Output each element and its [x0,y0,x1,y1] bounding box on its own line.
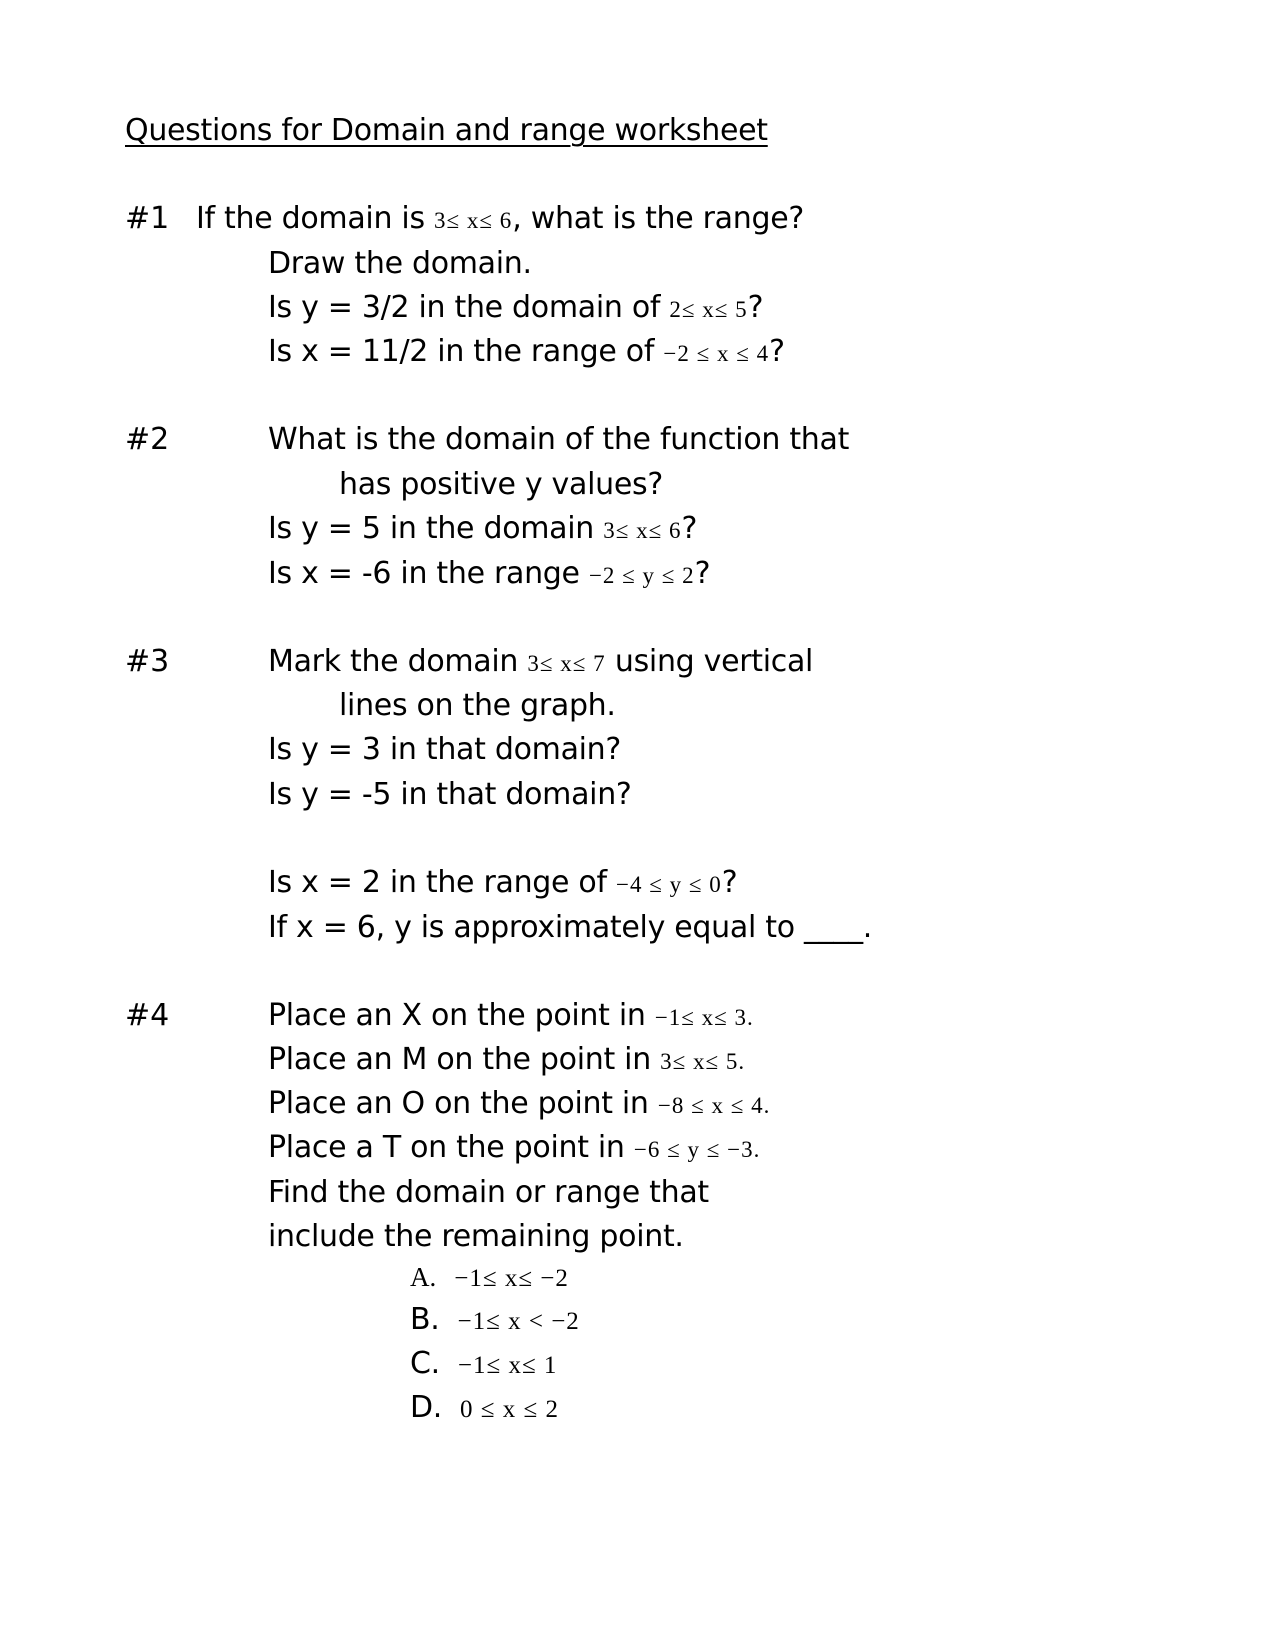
q1-line3-math: 2≤ x≤ 5 [669,297,748,322]
q2-line3-math: 3≤ x≤ 6 [603,518,682,543]
question-2-line-2: has positive y values? [339,467,663,502]
question-3-line-4: Is y = -5 in that domain? [268,777,632,812]
question-3-line-2: lines on the graph. [339,688,616,723]
question-4-line-1 [268,998,754,1036]
question-2-number: #2 [125,422,170,457]
option-c [410,1346,557,1384]
option-b [410,1302,580,1340]
q1-line1-math: 3≤ x≤ 6 [434,208,513,233]
option-d [410,1390,559,1428]
q1-line3-text: Is y = 3/2 in the domain of [268,290,670,325]
q4-line4-text: Place a T on the point in [268,1130,634,1165]
option-d-letter: D. [410,1390,443,1425]
question-2-line-1: What is the domain of the function that [268,422,850,457]
q1-line4-text: Is x = 11/2 in the range of [268,334,664,369]
q3-line5-text: Is x = 2 in the range of [268,865,616,900]
option-a-letter: A. [410,1262,437,1292]
question-3-line-5 [268,865,737,903]
q4-line2-math: 3≤ x≤ 5. [660,1049,746,1074]
question-1-line-2: Draw the domain. [268,246,532,281]
option-b-letter: B. [410,1302,440,1337]
question-4-line-4 [268,1130,760,1168]
question-2-line-3 [268,511,697,549]
question-1-line-4 [268,334,785,372]
question-4-line-2 [268,1042,745,1080]
q4-line3-math: −8 ≤ x ≤ 4. [657,1093,771,1118]
q4-line1-math: −1≤ x≤ 3. [654,1005,754,1030]
q3-line5-math: −4 ≤ y ≤ 0 [615,872,722,897]
q3-line5-suffix: ? [721,865,738,900]
option-d-math: 0 ≤ x ≤ 2 [460,1396,559,1423]
option-b-math: −1≤ x < −2 [457,1308,580,1335]
q4-line2-text: Place an M on the point in [268,1042,661,1077]
q3-line1-suffix: using vertical [605,644,814,679]
q1-line4-math: −2 ≤ x ≤ 4 [663,341,770,366]
q2-line4-text: Is x = -6 in the range [268,556,589,591]
page-title: Questions for Domain and range worksheet [125,113,768,148]
q4-line3-text: Place an O on the point in [268,1086,658,1121]
option-c-letter: C. [410,1346,440,1381]
question-1-number: #1 [125,201,170,236]
question-1-line-1 [196,201,804,239]
question-4-line-3 [268,1086,770,1124]
q2-line4-suffix: ? [694,556,711,591]
question-3-number: #3 [125,644,170,679]
q2-line3-suffix: ? [681,511,698,546]
question-3-line-6: If x = 6, y is approximately equal to ____. [268,910,873,945]
q1-line4-suffix: ? [769,334,785,369]
q3-line1-text: Mark the domain [268,644,528,679]
question-4-line-6: include the remaining point. [268,1219,684,1254]
option-a [410,1259,569,1297]
question-3-line-1 [268,644,813,682]
q4-line4-math: −6 ≤ y ≤ −3. [633,1137,761,1162]
question-1-line-3 [268,290,763,328]
q3-line1-math: 3≤ x≤ 7 [527,651,606,676]
question-2-line-4 [268,556,710,594]
q2-line4-math: −2 ≤ y ≤ 2 [588,563,695,588]
q2-line3-text: Is y = 5 in the domain [268,511,604,546]
q4-line1-text: Place an X on the point in [268,998,655,1033]
question-3-line-3: Is y = 3 in that domain? [268,732,622,767]
option-a-math: −1≤ x≤ −2 [454,1265,569,1292]
option-c-math: −1≤ x≤ 1 [457,1352,558,1379]
q1-line3-suffix: ? [747,290,764,325]
q1-line1-text: If the domain is [196,201,435,236]
question-4-line-5: Find the domain or range that [268,1175,709,1210]
question-4-number: #4 [125,998,170,1033]
q1-line1-suffix: , what is the range? [512,201,804,236]
